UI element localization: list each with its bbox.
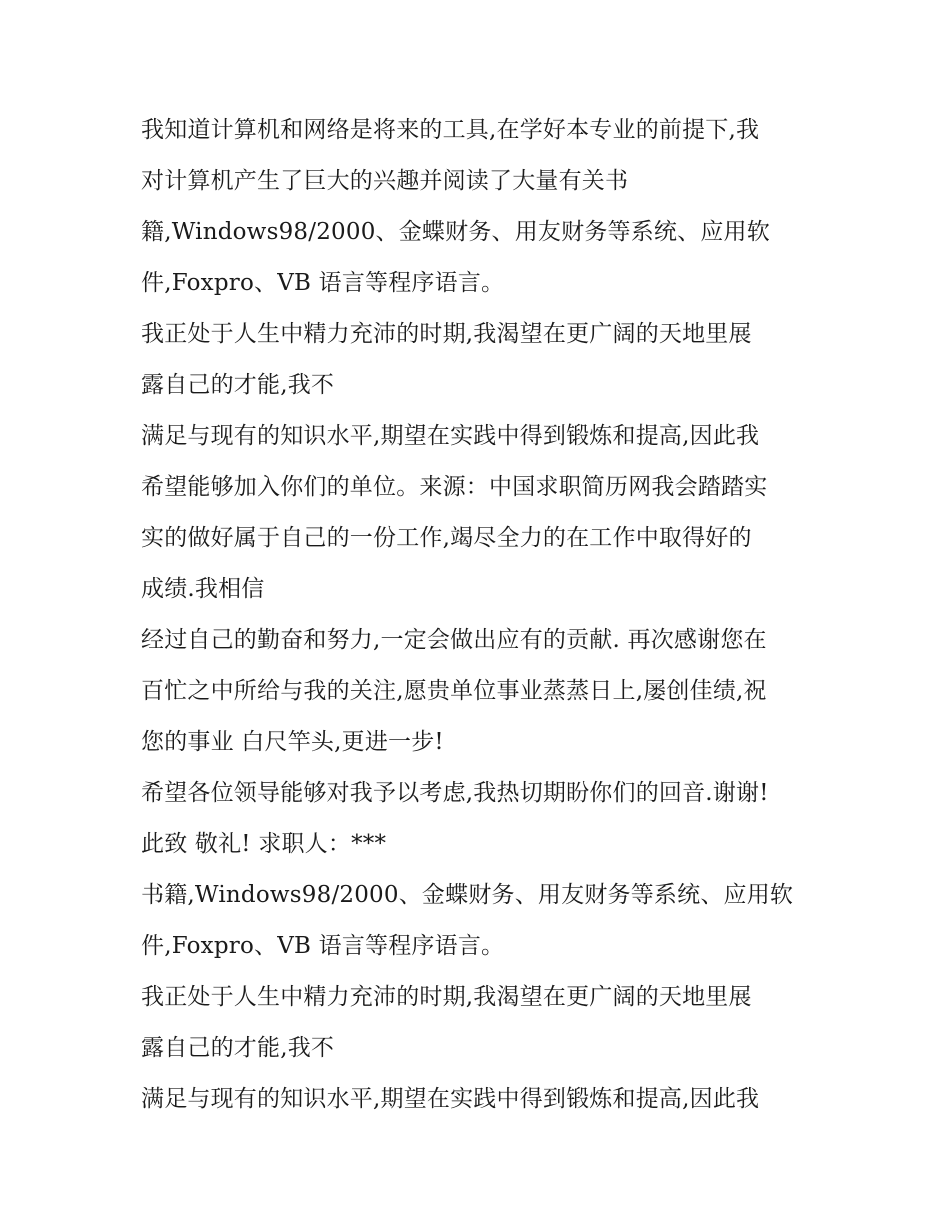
text-line: 此致 敬礼! 求职人：***	[141, 831, 387, 857]
text-line: 实的做好属于自己的一份工作,竭尽全力的在工作中取得好的	[141, 525, 752, 551]
text-line: 我正处于人生中精力充沛的时期,我渴望在更广阔的天地里展	[141, 984, 752, 1010]
text-line: 对计算机产生了巨大的兴趣并阅读了大量有关书	[141, 168, 629, 194]
document-body	[141, 111, 841, 1131]
text-line: 件,Foxpro、VB 语言等程序语言。	[141, 933, 505, 959]
text-line: 百忙之中所给与我的关注,愿贵单位事业蒸蒸日上,屡创佳绩,祝	[141, 678, 767, 704]
text-line: 我知道计算机和网络是将来的工具,在学好本专业的前提下,我	[141, 117, 760, 143]
text-line: 露自己的才能,我不	[141, 1035, 335, 1061]
text-line: 籍,Windows98/2000、金蝶财务、用友财务等系统、应用软	[141, 219, 770, 245]
text-line: 成绩.我相信	[141, 576, 265, 602]
text-line: 您的事业 白尺竿头,更进一步!	[141, 729, 444, 755]
text-line: 露自己的才能,我不	[141, 372, 335, 398]
text-line: 书籍,Windows98/2000、金蝶财务、用友财务等系统、应用软	[141, 882, 794, 908]
text-line: 希望能够加入你们的单位。来源：中国求职简历网我会踏踏实	[141, 474, 768, 500]
text-line: 希望各位领导能够对我予以考虑,我热切期盼你们的回音.谢谢!	[141, 780, 769, 806]
text-line: 满足与现有的知识水平,期望在实践中得到锻炼和提高,因此我	[141, 1086, 760, 1112]
text-line: 件,Foxpro、VB 语言等程序语言。	[141, 270, 505, 296]
text-line: 我正处于人生中精力充沛的时期,我渴望在更广阔的天地里展	[141, 321, 752, 347]
text-line: 满足与现有的知识水平,期望在实践中得到锻炼和提高,因此我	[141, 423, 760, 449]
text-line: 经过自己的勤奋和努力,一定会做出应有的贡献. 再次感谢您在	[141, 627, 767, 653]
